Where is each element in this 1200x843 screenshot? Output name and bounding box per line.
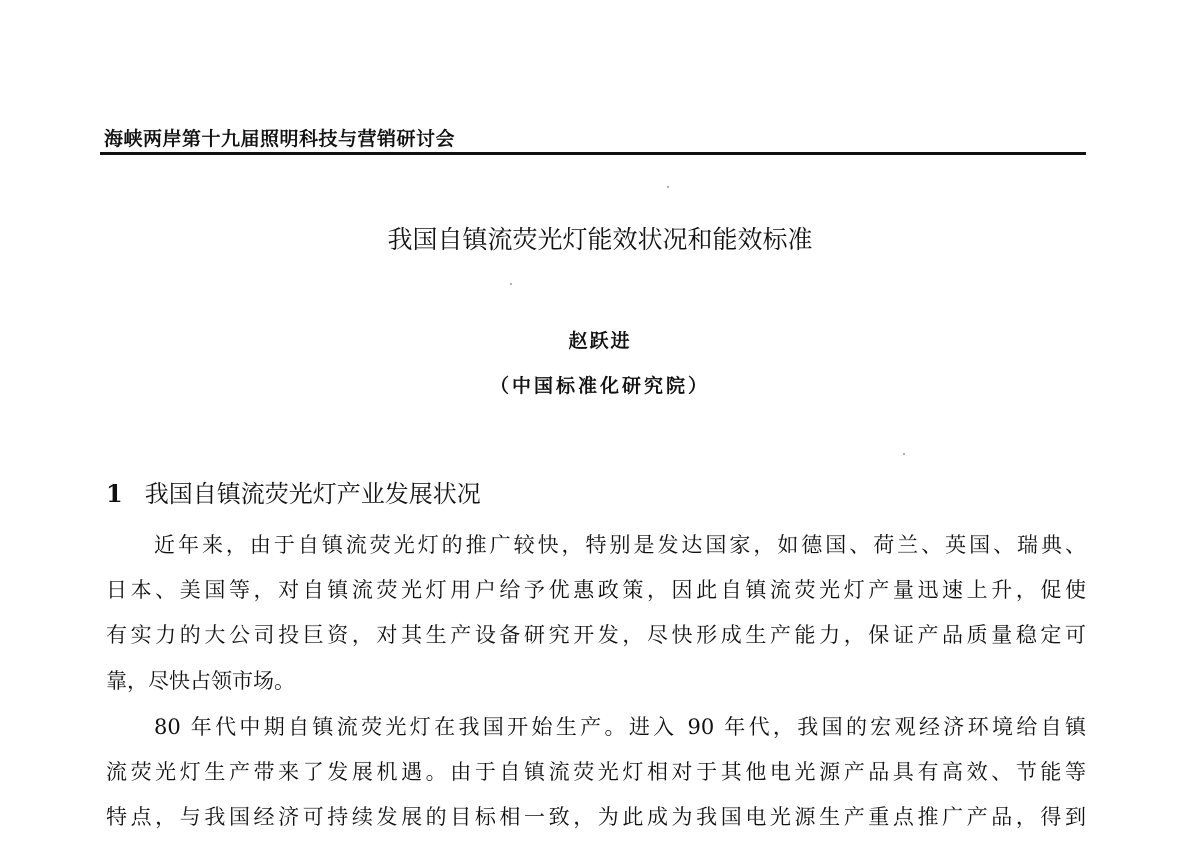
- paragraph-line: 日本、美国等，对自镇流荧光灯用户给予优惠政策，因此自镇流荧光灯产量迅速上升，促使: [106, 578, 1086, 602]
- paragraph-line: 特点，与我国经济可持续发展的目标相一致，为此成为我国电光源生产重点推广产品，得到: [106, 805, 1086, 829]
- scan-speck: [903, 453, 905, 455]
- paragraph-line: 流荧光灯生产带来了发展机遇。由于自镇流荧光灯相对于其他电光源产品具有高效、节能等: [106, 760, 1086, 784]
- section-number: 1: [106, 479, 123, 508]
- paper-title: 我国自镇流荧光灯能效状况和能效标准: [387, 225, 813, 254]
- paragraph-line: 80 年代中期自镇流荧光灯在我国开始生产。进入 90 年代，我国的宏观经济环境给自镇: [154, 715, 1086, 739]
- paper-author: 赵跃进: [568, 330, 632, 352]
- scan-speck: [510, 283, 512, 285]
- scan-speck: [667, 186, 669, 188]
- paragraph-line: 靠，尽快占领市场。: [106, 669, 295, 693]
- section-title: 我国自镇流荧光灯产业发展状况: [144, 480, 481, 508]
- conference-header: 海峡两岸第十九届照明科技与营销研讨会: [104, 128, 456, 150]
- header-rule: [100, 152, 1086, 155]
- paragraph-line: 近年来，由于自镇流荧光灯的推广较快，特别是发达国家，如德国、荷兰、英国、瑞典、: [154, 533, 1086, 557]
- section-heading: [106, 474, 481, 509]
- paragraph-line: 有实力的大公司投巨资，对其生产设备研究开发，尽快形成生产能力，保证产品质量稳定可: [106, 623, 1086, 647]
- author-affiliation: （中国标准化研究院）: [489, 375, 710, 397]
